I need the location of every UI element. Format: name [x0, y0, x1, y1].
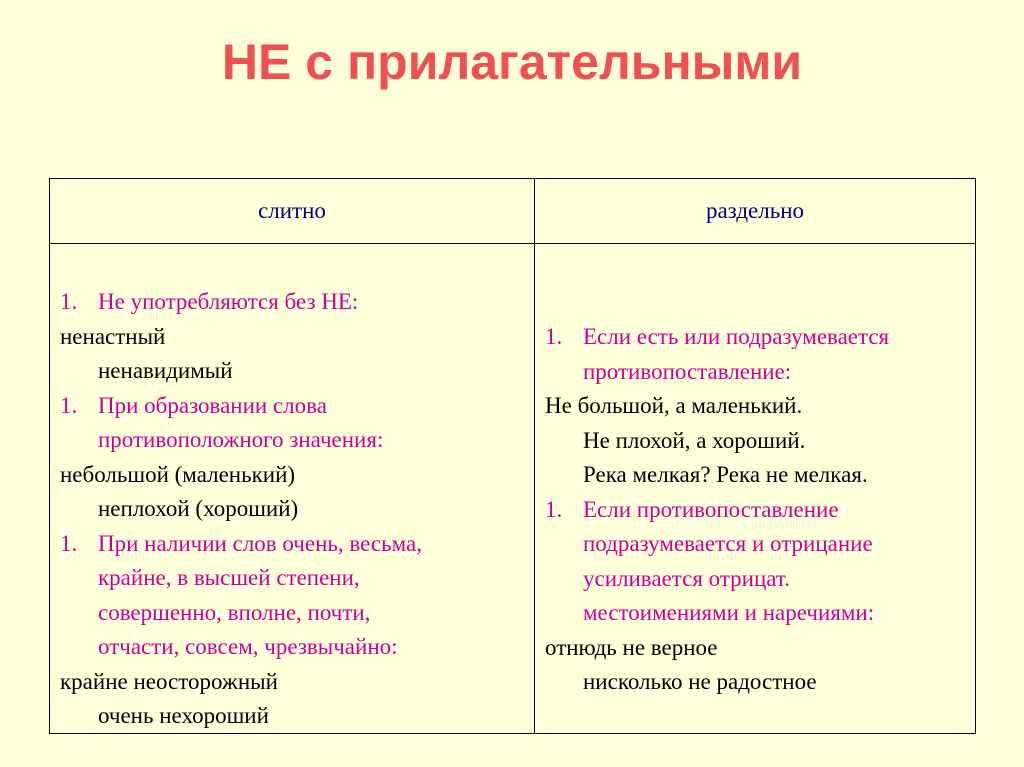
rule-line [60, 527, 530, 562]
rule-text: При наличии слов очень, весьма, [98, 530, 422, 556]
example-line: ненавидимый [98, 358, 233, 383]
example-line: Не большой, а маленький. [545, 393, 803, 418]
rule-text: Если противопоставление [583, 496, 839, 522]
table-border-left [49, 178, 50, 734]
example-line: нисколько не радостное [583, 669, 817, 694]
rule-line [545, 493, 970, 528]
rule-line: крайне, в высшей степени, [98, 565, 360, 590]
list-number: 1. [545, 496, 563, 522]
rule-line: отчасти, совсем, чрезвычайно: [98, 634, 398, 659]
rule-line [60, 389, 530, 424]
example-line: Не плохой, а хороший. [583, 427, 806, 453]
example-line: ненастный [60, 323, 166, 349]
table-column-divider [534, 178, 535, 734]
header-solid: слитно [258, 198, 326, 223]
example-line: неплохой (хороший) [98, 496, 299, 521]
example-line: отнюдь не верное [545, 634, 718, 660]
rule-text: Если есть или подразумевается [583, 324, 890, 349]
example-line: очень нехороший [98, 703, 269, 728]
rule-line: подразумевается и отрицание [583, 531, 873, 556]
example-line: небольшой (маленький) [60, 461, 296, 487]
list-number: 1. [60, 392, 78, 418]
rule-line: усиливается отрицат. [583, 565, 790, 591]
rule-text: Не употребляются без НЕ: [98, 289, 359, 314]
example-line: Река мелкая? Река не мелкая. [583, 462, 868, 487]
rule-line: противопоставление: [583, 358, 792, 384]
column-separate [545, 320, 970, 700]
example-line: крайне неосторожный [60, 668, 278, 694]
list-number: 1. [60, 289, 78, 314]
list-number: 1. [545, 324, 563, 349]
list-number: 1. [60, 530, 78, 556]
page-title: НЕ с прилагательными [221, 34, 803, 90]
rule-text: При образовании слова [98, 392, 327, 418]
table-border-right [975, 178, 976, 734]
table-border-top [49, 178, 976, 179]
header-separate: раздельно [705, 198, 805, 223]
rules-table [49, 178, 976, 734]
rule-line [60, 285, 530, 320]
column-solid [60, 285, 530, 734]
table-header-divider [49, 243, 976, 244]
rule-line [545, 320, 970, 355]
rule-line: совершенно, вполне, почти, [98, 599, 371, 625]
rule-line: местоимениями и наречиями: [583, 600, 875, 625]
rule-line: противоположного значения: [98, 427, 384, 452]
